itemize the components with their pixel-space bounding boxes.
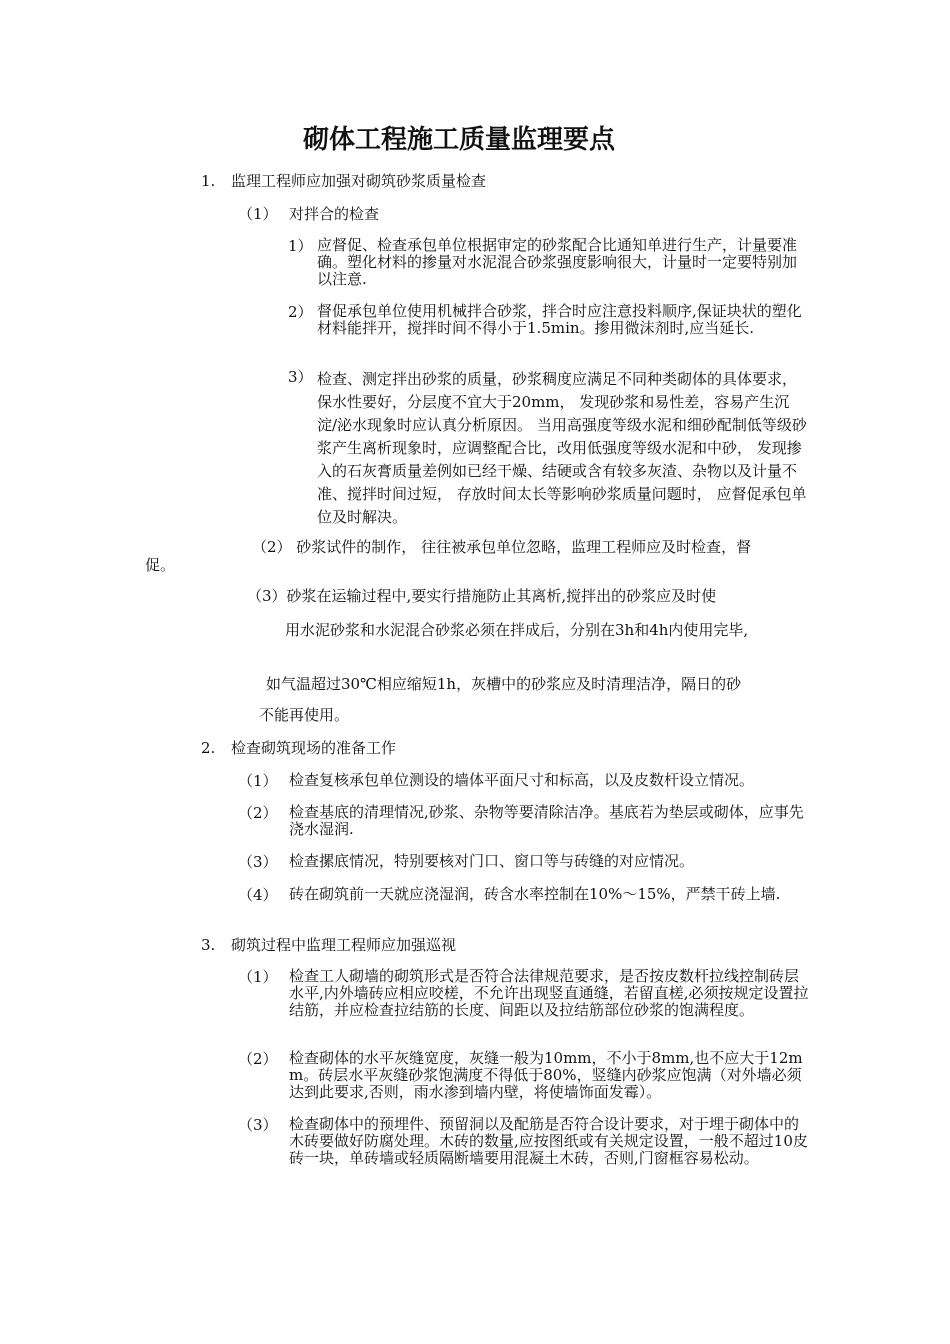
list-item-number: （1） <box>238 772 278 790</box>
section-1-sub-1-heading: 对拌合的检查 <box>289 205 380 223</box>
section-1-sub-2-line: 促。 <box>145 556 176 574</box>
list-item-text: 砖在砌筑前一天就应浇湿润，砖含水率控制在10%～15%，严禁干砖上墙. <box>289 885 781 903</box>
list-item-text: 检查基底的清理情况,砂浆、杂物等要清除洁净。基底若为垫层或砌体，应事先浇水湿润. <box>289 803 804 838</box>
list-item-number: （4） <box>238 886 278 904</box>
list-item-text: 检查工人砌墙的砌筑形式是否符合法律规范要求，是否按皮数杆拉线控制砖层水平,内外墙砖应相应咬槎，不允许出现竖直通缝，若留直槎,必须按规定设置拉结筋，并应检查拉结筋的长度、间距以及拉结筋部位砂浆的饱满程度。 <box>289 967 809 1019</box>
list-item-number: （1） <box>238 968 278 986</box>
section-1-sub-3-line: 不能再使用。 <box>259 706 350 724</box>
list-item-text: 检查复核承包单位测设的墙体平面尺寸和标高，以及皮数杆设立情况。 <box>289 771 755 789</box>
list-item-text: 督促承包单位使用机械拌合砂浆，拌合时应注意投料顺序,保证块状的塑化材料能拌开，搅拌时间不得小于1.5min。掺用微沫剂时,应当延长. <box>317 302 802 337</box>
list-item-text: 应督促、检查承包单位根据审定的砂浆配合比通知单进行生产，计量要准确。塑化材料的掺量对水泥混合砂浆强度影响很大，计量时一定要特别加以注意. <box>317 236 798 288</box>
list-item-text: 检查砌体中的预埋件、预留洞以及配筋是否符合设计要求，对于埋于砌体中的木砖要做好防腐处理。木砖的数量,应按图纸或有关规定设置，一般不超过10皮砖一块，单砖墙或轻质隔断墙要用混凝土木砖，否则,门窗框容易松动。 <box>289 1115 808 1167</box>
section-1-sub-3-line: （3）砂浆在运输过程中,要实行措施防止其离析,搅拌出的砂浆应及时使 <box>247 587 717 605</box>
list-item-number: （2） <box>238 1050 278 1068</box>
list-item-number: （2） <box>238 804 278 822</box>
list-item-text: 检查摞底情况，特别要核对门口、窗口等与砖缝的对应情况。 <box>289 852 695 870</box>
list-item-number: 1） <box>288 237 313 255</box>
section-1-sub-3-line: 用水泥砂浆和水泥混合砂浆必须在拌成后，分别在3h和4h内使用完毕, <box>285 621 749 639</box>
list-item-number: 2） <box>288 303 313 321</box>
list-item-number: （3） <box>238 1116 278 1134</box>
section-2-number: 2. <box>201 739 216 757</box>
section-1-number: 1. <box>201 172 216 190</box>
list-item-text: 检查、测定拌出砂浆的质量，砂浆稠度应满足不同种类砌体的具体要求，保水性要好，分层度不宜大于20mm， 发现砂浆和易性差，容易产生沉淀/泌水现象时应认真分析原因。 当用高强度等级水泥和细砂配制低等级砂浆产生离析现象时，应调整配合比，改用低强度等级水泥和中砂， 发现掺入的石灰膏质量差例如已经干燥、结硬或含有较多灰渣、杂物以及计量不准、搅拌时间过短， 存放时间太长等影响砂浆质量问题时， 应督促承包单位及时解决。 <box>317 370 807 526</box>
list-item-text: 检查砌体的水平灰缝宽度，灰缝一般为10mm，不小于8mm,也不应大于12mm。砖层水平灰缝砂浆饱满度不得低于80%，竖缝内砂浆应饱满（对外墙必须达到此要求,否则，雨水渗到墙内壁，将使墙饰面发霉）。 <box>289 1049 803 1101</box>
section-2-heading: 检查砌筑现场的准备工作 <box>231 739 397 757</box>
section-1-sub-1-number: （1） <box>238 205 278 223</box>
document-title: 砌体工程施工质量监理要点 <box>302 125 615 155</box>
section-3-number: 3. <box>201 936 216 954</box>
section-1-sub-3-line: 如气温超过30℃相应缩短1h，灰槽中的砂浆应及时清理洁净，隔日的砂 <box>266 675 742 693</box>
section-1-sub-2-line: （2） 砂浆试件的制作， 往往被承包单位忽略，监理工程师应及时检查，督 <box>252 538 752 556</box>
section-1-heading: 监理工程师应加强对砌筑砂浆质量检查 <box>231 172 487 190</box>
section-3-heading: 砌筑过程中监理工程师应加强巡视 <box>231 936 457 954</box>
list-item-number: （3） <box>238 853 278 871</box>
list-item-number: 3） <box>288 368 313 386</box>
